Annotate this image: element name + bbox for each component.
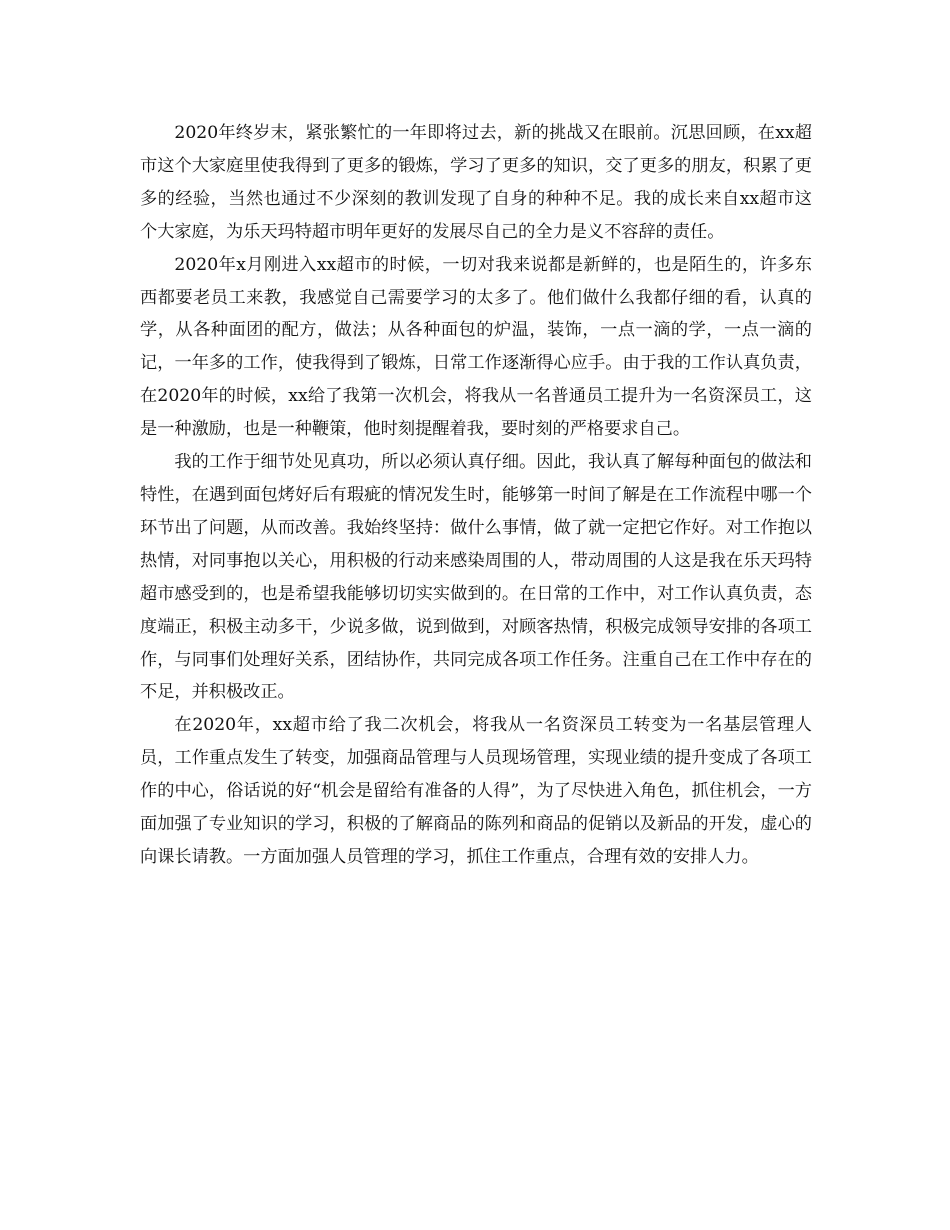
paragraph-1: 2020年终岁末，紧张繁忙的一年即将过去，新的挑战又在眼前。沉思回顾，在xx超市这个大家庭里使我得到了更多的锻炼，学习了更多的知识，交了更多的朋友，积累了更多的经验，当然也通过不少深刻的教训发现了自身的种种不足。我的成长来自xx超市这个大家庭，为乐天玛特超市明年更好的发展尽自己的全力是义不容辞的责任。 (140, 123, 812, 242)
paragraph-3: 我的工作于细节处见真功，所以必须认真仔细。因此，我认真了解每种面包的做法和特性，在遇到面包烤好后有瑕疵的情况发生时，能够第一时间了解是在工作流程中哪一个环节出了问题，从而改善。我始终坚持：做什么事情，做了就一定把它作好。对工作抱以热情，对同事抱以关心，用积极的行动来感染周围的人，带动周围的人这是我在乐天玛特超市感受到的，也是希望我能够切切实实做到的。在日常的工作中，对工作认真负责，态度端正，积极主动多干，少说多做，说到做到，对顾客热情，积极完成领导安排的各项工作，与同事们处理好关系，团结协作，共同完成各项工作任务。注重自己在工作中存在的不足，并积极改正。 (140, 452, 812, 703)
paragraph-2: 2020年x月刚进入xx超市的时候，一切对我来说都是新鲜的，也是陌生的，许多东西都要老员工来教，我感觉自己需要学习的太多了。他们做什么我都仔细的看，认真的学，从各种面团的配方，做法；从各种面包的炉温，装饰，一点一滴的学，一点一滴的记，一年多的工作，使我得到了锻炼，日常工作逐渐得心应手。由于我的工作认真负责，在2020年的时候，xx给了我第一次机会，将我从一名普通员工提升为一名资深员工，这是一种激励，也是一种鞭策，他时刻提醒着我，要时刻的严格要求自己。 (140, 254, 812, 440)
document-body (140, 117, 812, 874)
paragraph-4: 在2020年，xx超市给了我二次机会，将我从一名资深员工转变为一名基层管理人员，工作重点发生了转变，加强商品管理与人员现场管理，实现业绩的提升变成了各项工作的中心，俗话说的好“机会是留给有准备的人得”，为了尽快进入角色，抓住机会，一方面加强了专业知识的学习，积极的了解商品的陈列和商品的促销以及新品的开发，虚心的向课长请教。一方面加强人员管理的学习，抓住工作重点，合理有效的安排人力。 (140, 715, 812, 867)
